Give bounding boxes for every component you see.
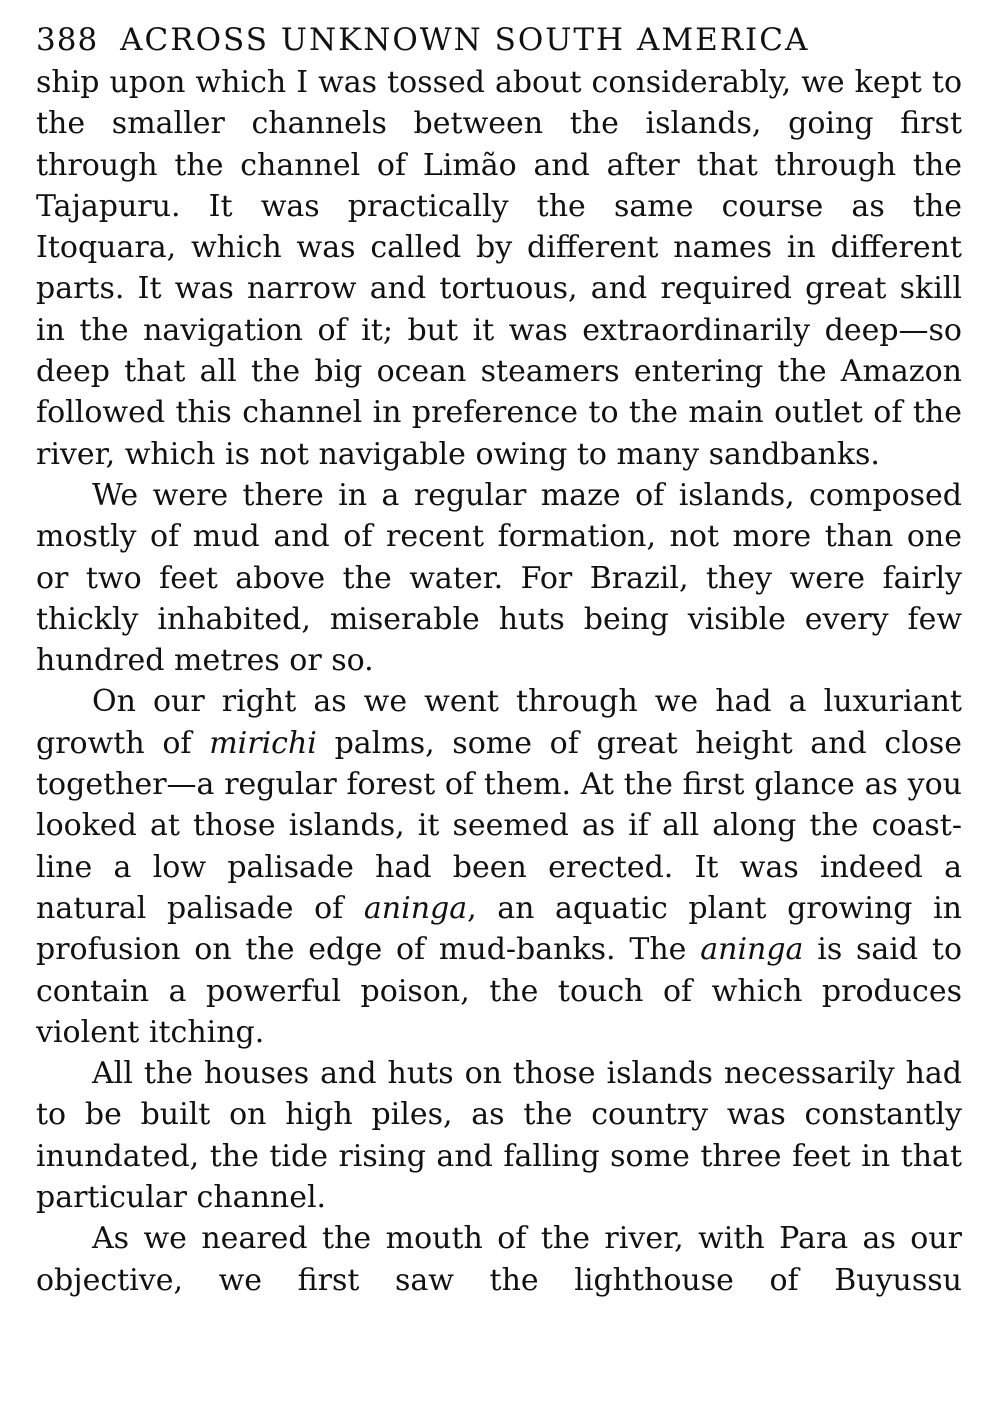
paragraph-4: All the houses and huts on those islands necessarily had to be built on high piles, as the country was constantly inundated, the tide rising and falling some three feet in that particular channel. — [36, 1056, 962, 1216]
paragraph-3 — [36, 681, 962, 1053]
running-title: ACROSS UNKNOWN SOUTH AMERICA — [120, 22, 810, 58]
paragraph-1: ship upon which I was tossed about considerably, we kept to the smaller channels between the islands, going first through the channel of Limão and after that through the Tajapuru. It was practically the same course as the Itoquara, which was called by different names in different parts. It was narrow and tortuous, and required great skill in the navigation of it; but it was extraordinarily deep—so deep that all the big ocean steamers entering the Amazon followed this channel in preference to the main outlet of the river, which is not navigable owing to many sandbanks. — [36, 65, 962, 472]
italic-term-mirichi: mirichi — [209, 725, 317, 761]
paragraph-2: We were there in a regular maze of islands, composed mostly of mud and of recent formation, not more than one or two feet above the water. For Brazil, they were fairly thickly inhabited, miserable huts being visible every few hundred metres or so. — [36, 477, 962, 679]
running-head — [36, 20, 962, 62]
paragraph-3-text-3: , an aquatic plant growing in profusion on the edge of mud-banks. The — [36, 890, 962, 968]
paragraph-5: As we neared the mouth of the river, with Para as our objective, we first saw the lighthouse of Buyussu — [36, 1221, 962, 1298]
book-page — [36, 20, 962, 1301]
paragraph-3-text-4: is said to contain a powerful poison, the touch of which produces violent itching. — [36, 932, 963, 1050]
body-text — [36, 62, 962, 1301]
italic-term-aninga-2: aninga — [700, 932, 804, 968]
paragraph-3-text-1: On our right as we went through we had a luxuriant growth of — [36, 684, 962, 761]
paragraph-3-text-2: palms, some of great height and close together—a regular forest of them. At the first glance as you looked at those islands, it seemed as if all along the coast-line a low palisade had been erected. It was indeed a natural palisade of — [36, 725, 963, 926]
italic-term-aninga: aninga — [363, 890, 468, 926]
page-number: 388 — [36, 22, 99, 58]
